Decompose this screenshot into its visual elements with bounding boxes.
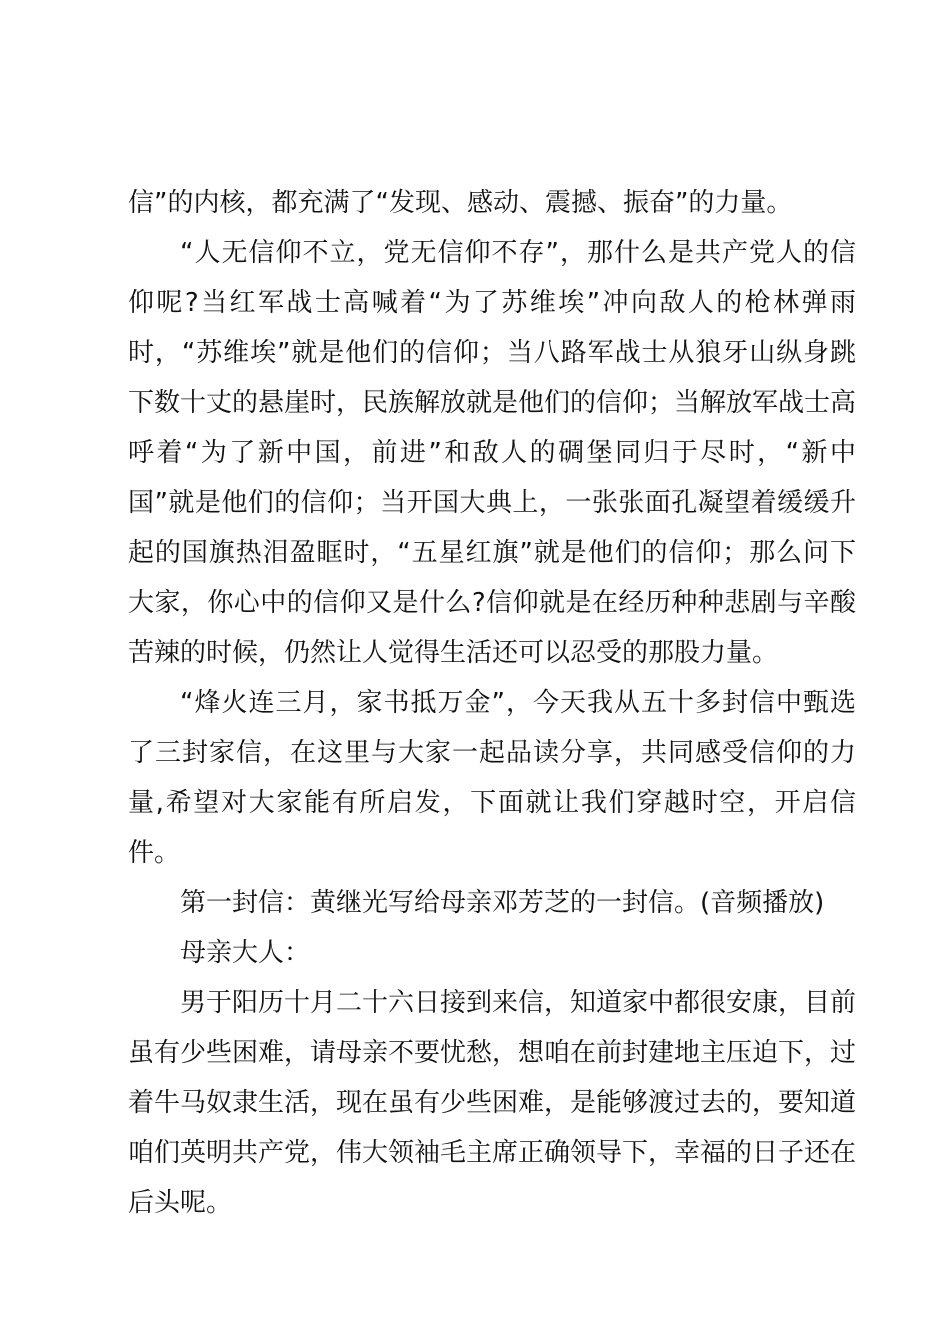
paragraph-letter-body: 男于阳历十月二十六日接到来信，知道家中都很安康，目前虽有少些困难，请母亲不要忧愁，想咱在前封建地主压迫下，过着牛马奴隶生活，现在虽有少些困难，是能够渡过去的，要知道咱们英明共产党，伟大领袖毛主席正确领导下，幸福的日子还在后头呢。 [128,988,857,1218]
paragraph-letters-intro: “烽火连三月，家书抵万金”，今天我从五十多封信中甄选了三封家信，在这里与大家一起品读分享，共同感受信仰的力量,希望对大家能有所启发，下面就让我们穿越时空，开启信件。 [128,688,856,868]
paragraph-faith-question: “人无信仰不立，党无信仰不存”，那什么是共产党人的信仰呢?当红军战士高喊着“为了苏维埃”冲向敌人的枪林弹雨时，“苏维埃”就是他们的信仰；当八路军战士从狼牙山纵身跳下数十丈的悬崖时，民族解放就是他们的信仰；当解放军战士高呼着“为了新中国，前进”和敌人的碉堡同归于尽时，“新中国”就是他们的信仰；当开国大典上，一张张面孔凝望着缓缓升起的国旗热泪盈眶时，“五星红旗”就是他们的信仰；那么问下大家，你心中的信仰又是什么?信仰就是在经历种种悲剧与辛酸苦辣的时候，仍然让人觉得生活还可以忍受的那股力量。 [128,238,857,668]
paragraph-letter-salutation: 母亲大人： [180,938,311,968]
paragraph-first-letter-heading: 第一封信：黄继光写给母亲邓芳芝的一封信。(音频播放) [180,888,825,918]
paragraph-continuation: 信”的内核，都充满了“发现、感动、震撼、振奋”的力量。 [128,188,793,218]
document-body [128,178,856,1228]
